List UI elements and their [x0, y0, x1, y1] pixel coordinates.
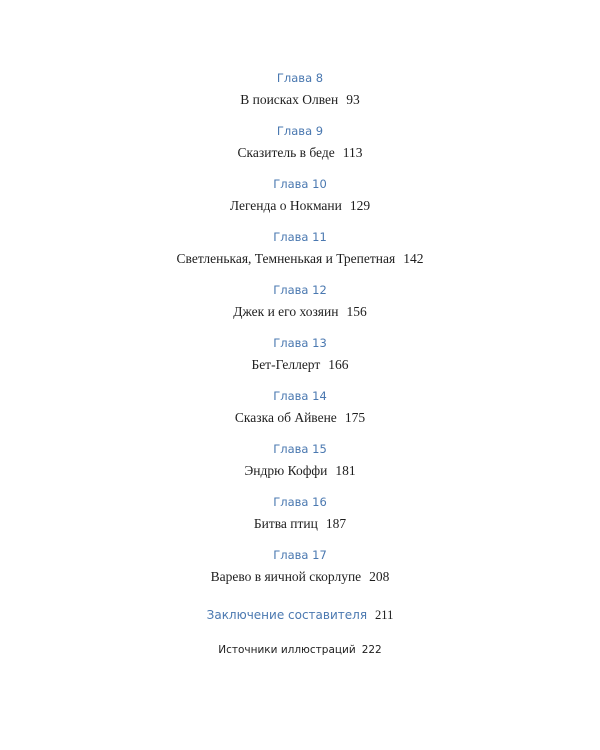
- page-number: 208: [369, 569, 390, 584]
- page-number: 93: [346, 92, 360, 107]
- chapter-title: Легенда о Нокмани: [229, 198, 342, 213]
- page-number: 211: [375, 608, 394, 622]
- page-number: 156: [346, 304, 367, 319]
- chapter-title-line: [0, 516, 600, 532]
- chapter-label: Глава 9: [276, 124, 324, 138]
- chapter-title-line: [0, 251, 600, 267]
- chapter-label: Глава 11: [273, 230, 327, 244]
- toc-entry-chapter-11[interactable]: [0, 230, 600, 267]
- chapter-title-line: [0, 198, 600, 214]
- chapter-label: Глава 17: [273, 548, 327, 562]
- closing-title: Заключение составителя: [206, 608, 368, 622]
- chapter-title-line: [0, 569, 600, 585]
- chapter-title: Светленькая, Темненькая и Трепетная: [176, 251, 396, 266]
- chapter-title: Джек и его хозяин: [233, 304, 339, 319]
- page-number: 222: [361, 644, 382, 656]
- sources-title: Источники иллюстраций: [218, 644, 356, 656]
- toc-entry-closing[interactable]: [0, 607, 600, 623]
- toc-entry-chapter-12[interactable]: [0, 283, 600, 320]
- chapter-title: Битва птиц: [253, 516, 318, 531]
- toc-entry-chapter-17[interactable]: [0, 548, 600, 585]
- chapter-title: Бет-Геллерт: [251, 357, 321, 372]
- page-number: 129: [349, 198, 371, 213]
- page-number: 113: [342, 145, 363, 160]
- chapter-title: Варево в яичной скорлупе: [210, 569, 362, 584]
- toc-entry-chapter-15[interactable]: [0, 442, 600, 479]
- chapter-title-line: [0, 410, 600, 426]
- toc-entry-chapter-9[interactable]: [0, 124, 600, 161]
- toc-entry-chapter-16[interactable]: [0, 495, 600, 532]
- chapter-label: Глава 16: [273, 495, 327, 509]
- chapter-title: Сказитель в беде: [237, 145, 335, 160]
- chapter-title-line: [0, 304, 600, 320]
- chapter-title: В поисках Олвен: [240, 92, 339, 107]
- toc-entry-sources[interactable]: [0, 643, 600, 657]
- page-number: 166: [328, 357, 349, 372]
- page-number: 142: [403, 251, 424, 266]
- toc-entry-chapter-13[interactable]: [0, 336, 600, 373]
- toc-entry-chapter-10[interactable]: [0, 177, 600, 214]
- page-number: 181: [335, 463, 356, 478]
- chapter-label: Глава 14: [273, 389, 327, 403]
- chapter-title-line: [0, 145, 600, 161]
- page-number: 187: [325, 516, 347, 531]
- chapter-label: Глава 15: [273, 442, 327, 456]
- chapter-label: Глава 12: [273, 283, 327, 297]
- page-number: 175: [344, 410, 366, 425]
- chapter-title-line: [0, 92, 600, 108]
- chapter-label: Глава 10: [273, 177, 327, 191]
- chapter-title: Сказка об Айвене: [234, 410, 337, 425]
- chapter-title-line: [0, 463, 600, 479]
- toc-entry-chapter-14[interactable]: [0, 389, 600, 426]
- chapter-label: Глава 8: [276, 71, 324, 85]
- chapter-title-line: [0, 357, 600, 373]
- toc-entry-chapter-8[interactable]: [0, 71, 600, 108]
- chapter-label: Глава 13: [273, 336, 327, 350]
- chapter-title: Эндрю Коффи: [244, 463, 328, 478]
